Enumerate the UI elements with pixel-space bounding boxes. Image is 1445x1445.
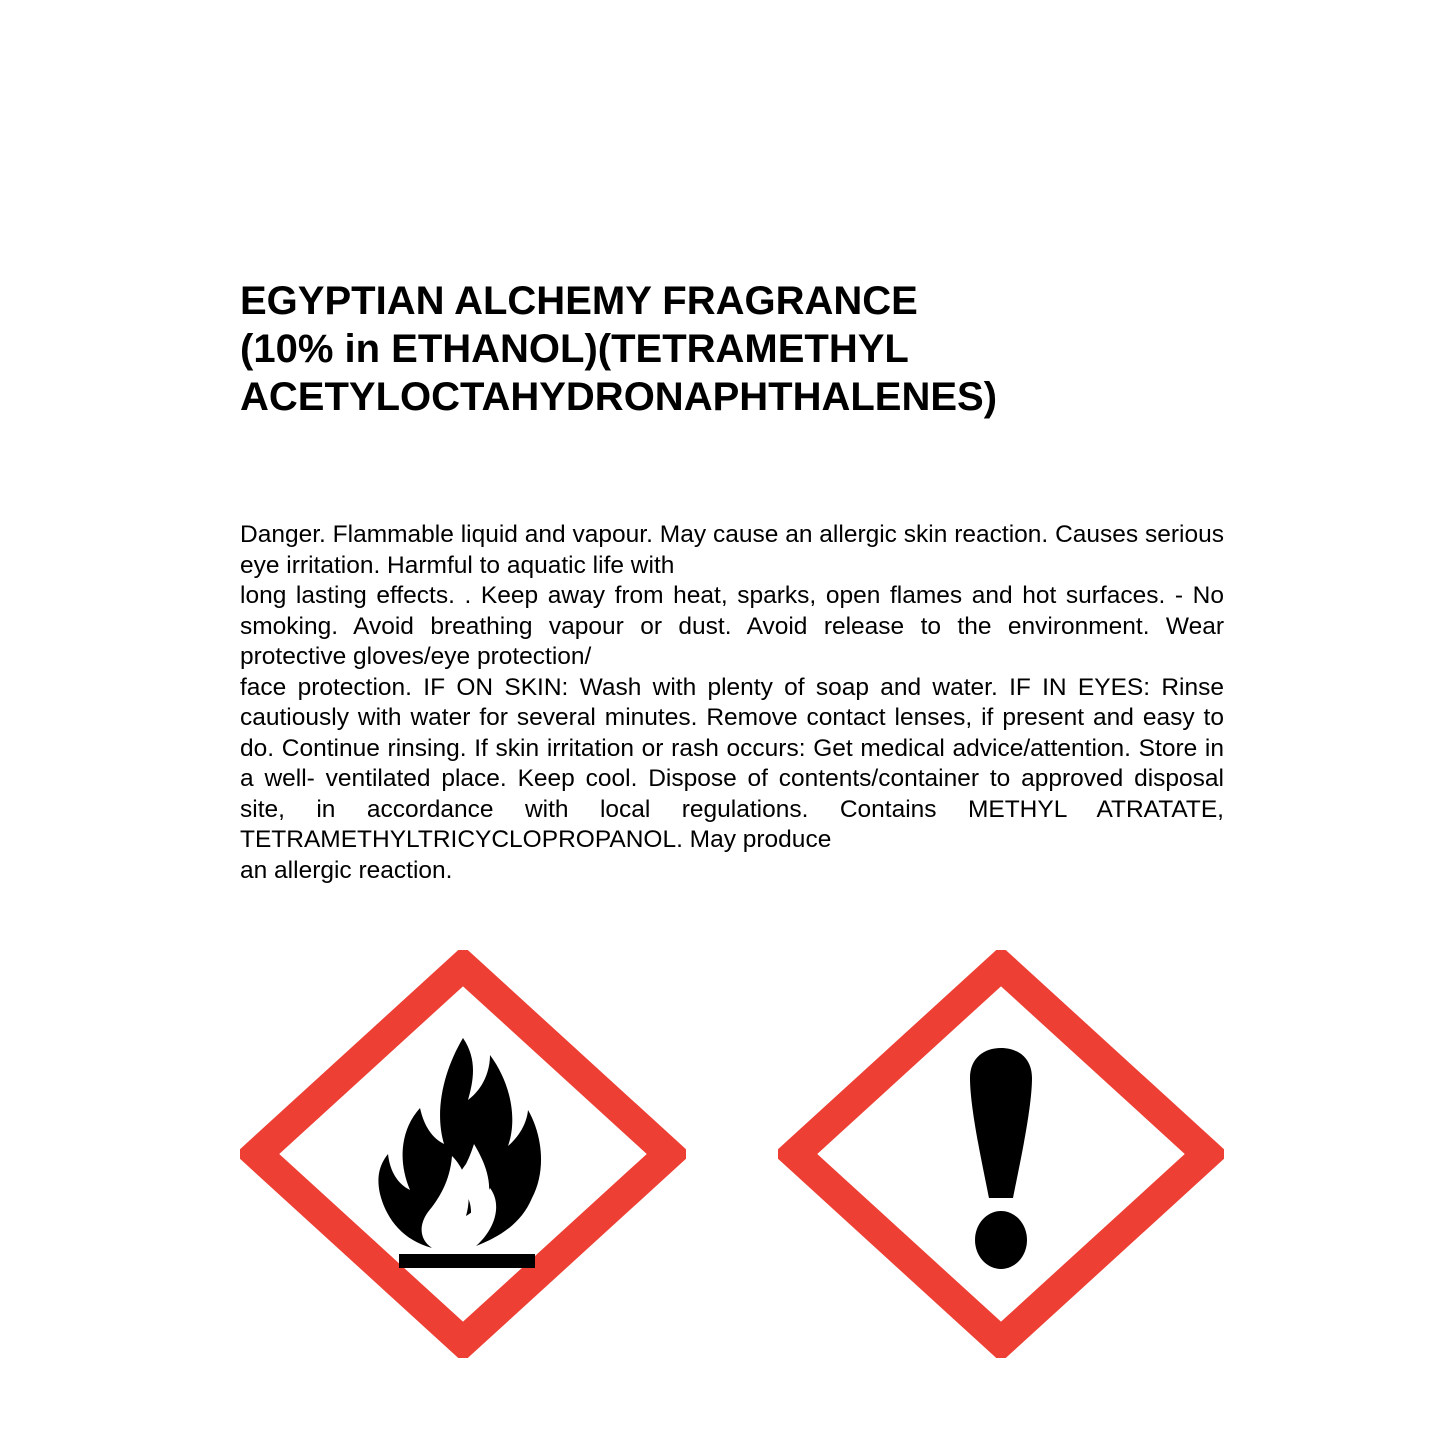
- irritant-pictogram: [778, 950, 1224, 1358]
- hazard-paragraph: long lasting effects. . Keep away from heat, sparks, open flames and hot surfaces. - No smoking. Avoid breathing vapour or dust. Avoid release to the environment. Wear protective gloves/eye protection/: [240, 582, 1224, 670]
- product-title-line: ACETYLOCTAHYDRONAPHTHALENES): [240, 375, 998, 419]
- product-title: [240, 277, 1240, 421]
- hazard-paragraph: face protection. IF ON SKIN: Wash with plenty of soap and water. IF IN EYES: Rinse cautiously with water for several minutes. Remove contact lenses, if present and easy to do. Continue rinsing. If skin irritation or rash occurs: Get medical advice/attention. Store in a well- ventilated place. Keep cool. Dispose of contents/container to approved disposal site, in accordance with local regulations. Contains METHYL ATRATATE, TETRAMETHYLTRICYCLOPROPANOL. May produce: [240, 673, 1224, 853]
- flammable-pictogram: [240, 950, 686, 1358]
- hazard-statements: [240, 520, 1224, 886]
- product-title-line: EGYPTIAN ALCHEMY FRAGRANCE: [240, 279, 918, 323]
- product-title-line: (10% in ETHANOL)(TETRAMETHYL: [240, 327, 909, 371]
- hazard-paragraph: an allergic reaction.: [240, 856, 453, 884]
- hazard-paragraph: Danger. Flammable liquid and vapour. May cause an allergic skin reaction. Causes serious eye irritation. Harmful to aquatic life with: [240, 521, 1224, 579]
